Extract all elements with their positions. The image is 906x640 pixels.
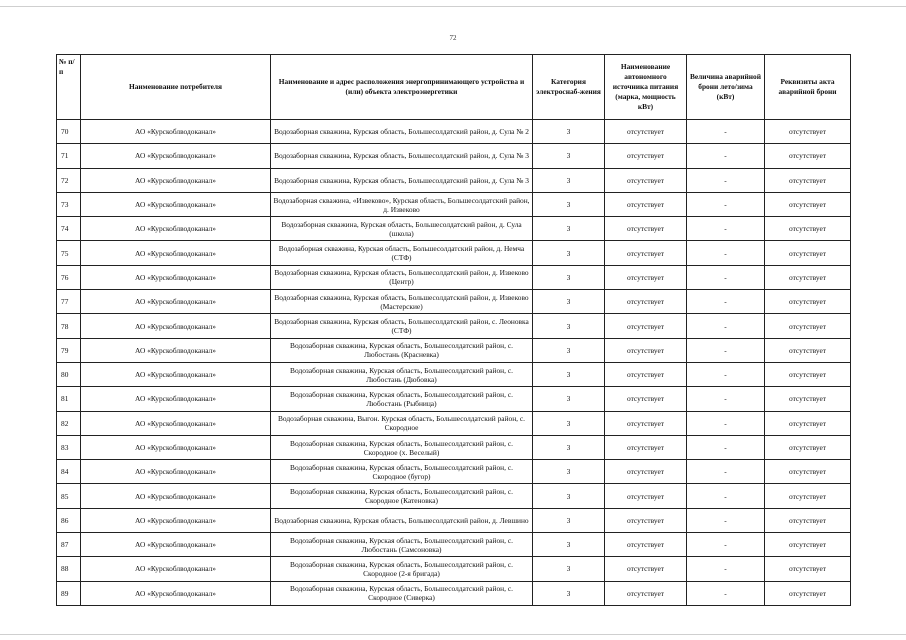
cell-category: 3 [533, 362, 605, 386]
cell-consumer: АО «Курскоблводоканал» [81, 265, 271, 289]
cell-consumer: АО «Курскоблводоканал» [81, 387, 271, 411]
cell-consumer: АО «Курскоблводоканал» [81, 484, 271, 508]
cell-act: отсутствует [765, 508, 851, 532]
cell-consumer: АО «Курскоблводоканал» [81, 314, 271, 338]
cell-act: отсутствует [765, 411, 851, 435]
cell-category: 3 [533, 484, 605, 508]
cell-consumer: АО «Курскоблводоканал» [81, 192, 271, 216]
cell-num: 76 [57, 265, 81, 289]
cell-num: 80 [57, 362, 81, 386]
cell-num: 75 [57, 241, 81, 265]
cell-reserve: - [687, 411, 765, 435]
cell-act: отсутствует [765, 484, 851, 508]
table-row [57, 508, 851, 532]
cell-num: 78 [57, 314, 81, 338]
table-row [57, 265, 851, 289]
cell-address: Водозаборная скважина, Выгон. Курская область, Большесолдатский район, с. Скородное [271, 411, 533, 435]
cell-source: отсутствует [605, 192, 687, 216]
page-number: 72 [449, 34, 457, 42]
table-row [57, 435, 851, 459]
cell-address: Водозаборная скважина, Курская область, Большесолдатский район, д. Левшино [271, 508, 533, 532]
cell-act: отсутствует [765, 168, 851, 192]
cell-reserve: - [687, 217, 765, 241]
cell-num: 88 [57, 557, 81, 581]
cell-consumer: АО «Курскоблводоканал» [81, 362, 271, 386]
cell-source: отсутствует [605, 144, 687, 168]
cell-address: Водозаборная скважина, Курская область, Большесолдатский район, д. Сула № 3 [271, 144, 533, 168]
table-row [57, 144, 851, 168]
cell-act: отсутствует [765, 387, 851, 411]
cell-consumer: АО «Курскоблводоканал» [81, 290, 271, 314]
table-row [57, 217, 851, 241]
cell-address: Водозаборная скважина, Курская область, Большесолдатский район, д. Сула (школа) [271, 217, 533, 241]
cell-address: Водозаборная скважина, Курская область, Большесолдатский район, с. Скородное (бугор) [271, 460, 533, 484]
cell-num: 87 [57, 533, 81, 557]
cell-category: 3 [533, 581, 605, 605]
cell-act: отсутствует [765, 533, 851, 557]
cell-consumer: АО «Курскоблводоканал» [81, 168, 271, 192]
cell-num: 89 [57, 581, 81, 605]
cell-address: Водозаборная скважина, Курская область, Большесолдатский район, с. Скородное (Сиверка) [271, 581, 533, 605]
cell-category: 3 [533, 411, 605, 435]
cell-source: отсутствует [605, 120, 687, 144]
cell-address: Водозаборная скважина, Курская область, Большесолдатский район, с. Леоновка (СТФ) [271, 314, 533, 338]
cell-address: Водозаборная скважина, Курская область, Большесолдатский район, д. Немча (СТФ) [271, 241, 533, 265]
table-row [57, 338, 851, 362]
cell-source: отсутствует [605, 557, 687, 581]
cell-category: 3 [533, 557, 605, 581]
cell-reserve: - [687, 168, 765, 192]
cell-source: отсутствует [605, 362, 687, 386]
cell-reserve: - [687, 581, 765, 605]
cell-consumer: АО «Курскоблводоканал» [81, 435, 271, 459]
cell-source: отсутствует [605, 314, 687, 338]
cell-reserve: - [687, 290, 765, 314]
cell-reserve: - [687, 338, 765, 362]
table-row [57, 411, 851, 435]
cell-address: Водозаборная скважина, Курская область, Большесолдатский район, д. Извеково (Мастерские) [271, 290, 533, 314]
cell-address: Водозаборная скважина, Курская область, Большесолдатский район, с. Скородное (2-я бригада) [271, 557, 533, 581]
header-act: Реквизиты акта аварийной брони [765, 55, 851, 120]
cell-act: отсутствует [765, 314, 851, 338]
table-row [57, 362, 851, 386]
cell-act: отсутствует [765, 290, 851, 314]
cell-act: отсутствует [765, 120, 851, 144]
cell-num: 83 [57, 435, 81, 459]
cell-num: 71 [57, 144, 81, 168]
cell-source: отсутствует [605, 484, 687, 508]
header-category: Категория электроснаб-жения [533, 55, 605, 120]
cell-reserve: - [687, 120, 765, 144]
cell-consumer: АО «Курскоблводоканал» [81, 557, 271, 581]
cell-category: 3 [533, 168, 605, 192]
cell-category: 3 [533, 508, 605, 532]
cell-category: 3 [533, 192, 605, 216]
table-row [57, 557, 851, 581]
cell-source: отсутствует [605, 217, 687, 241]
cell-num: 72 [57, 168, 81, 192]
cell-source: отсутствует [605, 387, 687, 411]
cell-num: 86 [57, 508, 81, 532]
cell-num: 74 [57, 217, 81, 241]
cell-consumer: АО «Курскоблводоканал» [81, 144, 271, 168]
cell-num: 79 [57, 338, 81, 362]
cell-source: отсутствует [605, 581, 687, 605]
cell-source: отсутствует [605, 265, 687, 289]
cell-source: отсутствует [605, 435, 687, 459]
cell-reserve: - [687, 387, 765, 411]
cell-source: отсутствует [605, 411, 687, 435]
cell-num: 82 [57, 411, 81, 435]
cell-category: 3 [533, 533, 605, 557]
header-object: Наименование и адрес расположения энергопринимающего устройства и (или) объекта электроэнергетики [271, 55, 533, 120]
header-num: № п/п [57, 55, 81, 120]
cell-reserve: - [687, 314, 765, 338]
cell-address: Водозаборная скважина, Курская область, Большесолдатский район, с. Скородное (Катеновка) [271, 484, 533, 508]
cell-reserve: - [687, 362, 765, 386]
cell-reserve: - [687, 484, 765, 508]
cell-source: отсутствует [605, 290, 687, 314]
cell-category: 3 [533, 460, 605, 484]
header-reserve: Величина аварийной брони лето/зима (кВт) [687, 55, 765, 120]
cell-source: отсутствует [605, 168, 687, 192]
cell-act: отсутствует [765, 338, 851, 362]
cell-act: отсутствует [765, 435, 851, 459]
cell-act: отсутствует [765, 144, 851, 168]
header-consumer: Наименование потребителя [81, 55, 271, 120]
cell-reserve: - [687, 192, 765, 216]
cell-address: Водозаборная скважина, Курская область, Большесолдатский район, д. Сула № 2 [271, 120, 533, 144]
cell-address: Водозаборная скважина, Курская область, Большесолдатский район, с. Скородное (х. Веселый) [271, 435, 533, 459]
cell-consumer: АО «Курскоблводоканал» [81, 533, 271, 557]
cell-category: 3 [533, 217, 605, 241]
cell-num: 77 [57, 290, 81, 314]
cell-num: 81 [57, 387, 81, 411]
table-row [57, 192, 851, 216]
cell-category: 3 [533, 387, 605, 411]
cell-category: 3 [533, 290, 605, 314]
cell-category: 3 [533, 338, 605, 362]
cell-address: Водозаборная скважина, Курская область, Большесолдатский район, с. Любостань (Красневка) [271, 338, 533, 362]
header-source: Наименование автономного источника питания (марка, мощность кВт) [605, 55, 687, 120]
table-row [57, 314, 851, 338]
cell-reserve: - [687, 557, 765, 581]
header-row [57, 55, 851, 120]
cell-reserve: - [687, 508, 765, 532]
cell-act: отсутствует [765, 460, 851, 484]
cell-act: отсутствует [765, 241, 851, 265]
cell-reserve: - [687, 460, 765, 484]
table-row [57, 484, 851, 508]
cell-act: отсутствует [765, 265, 851, 289]
cell-consumer: АО «Курскоблводоканал» [81, 120, 271, 144]
cell-num: 70 [57, 120, 81, 144]
cell-address: Водозаборная скважина, Курская область, Большесолдатский район, д. Сула № 3 [271, 168, 533, 192]
table-row [57, 581, 851, 605]
cell-category: 3 [533, 265, 605, 289]
table-body [57, 120, 851, 606]
cell-consumer: АО «Курскоблводоканал» [81, 411, 271, 435]
cell-consumer: АО «Курскоблводоканал» [81, 460, 271, 484]
table-row [57, 168, 851, 192]
table-row [57, 533, 851, 557]
cell-consumer: АО «Курскоблводоканал» [81, 581, 271, 605]
cell-consumer: АО «Курскоблводоканал» [81, 338, 271, 362]
cell-act: отсутствует [765, 192, 851, 216]
cell-reserve: - [687, 435, 765, 459]
cell-consumer: АО «Курскоблводоканал» [81, 217, 271, 241]
cell-address: Водозаборная скважина, Курская область, Большесолдатский район, с. Любостань (Дюбовка) [271, 362, 533, 386]
scan-edge-bottom [0, 634, 906, 635]
cell-source: отсутствует [605, 533, 687, 557]
cell-source: отсутствует [605, 241, 687, 265]
table-row [57, 290, 851, 314]
cell-category: 3 [533, 241, 605, 265]
cell-category: 3 [533, 314, 605, 338]
cell-category: 3 [533, 144, 605, 168]
cell-source: отсутствует [605, 460, 687, 484]
cell-reserve: - [687, 241, 765, 265]
cell-source: отсутствует [605, 508, 687, 532]
table-row [57, 241, 851, 265]
cell-address: Водозаборная скважина, Курская область, Большесолдатский район, д. Извеково (Центр) [271, 265, 533, 289]
cell-consumer: АО «Курскоблводоканал» [81, 241, 271, 265]
reserve-table [56, 54, 851, 606]
cell-num: 84 [57, 460, 81, 484]
table-row [57, 120, 851, 144]
scan-edge-top [0, 6, 906, 7]
cell-source: отсутствует [605, 338, 687, 362]
cell-reserve: - [687, 144, 765, 168]
cell-reserve: - [687, 265, 765, 289]
table-row [57, 460, 851, 484]
cell-act: отсутствует [765, 557, 851, 581]
cell-address: Водозаборная скважина, Курская область, Большесолдатский район, с. Любостань (Рыбница) [271, 387, 533, 411]
cell-reserve: - [687, 533, 765, 557]
cell-num: 85 [57, 484, 81, 508]
cell-address: Водозаборная скважина, «Извеково», Курская область, Большесолдатский район, д. Извеково [271, 192, 533, 216]
cell-consumer: АО «Курскоблводоканал» [81, 508, 271, 532]
cell-act: отсутствует [765, 581, 851, 605]
cell-num: 73 [57, 192, 81, 216]
cell-category: 3 [533, 120, 605, 144]
cell-category: 3 [533, 435, 605, 459]
cell-act: отсутствует [765, 217, 851, 241]
cell-act: отсутствует [765, 362, 851, 386]
table-row [57, 387, 851, 411]
cell-address: Водозаборная скважина, Курская область, Большесолдатский район, с. Любостань (Самсоновка) [271, 533, 533, 557]
